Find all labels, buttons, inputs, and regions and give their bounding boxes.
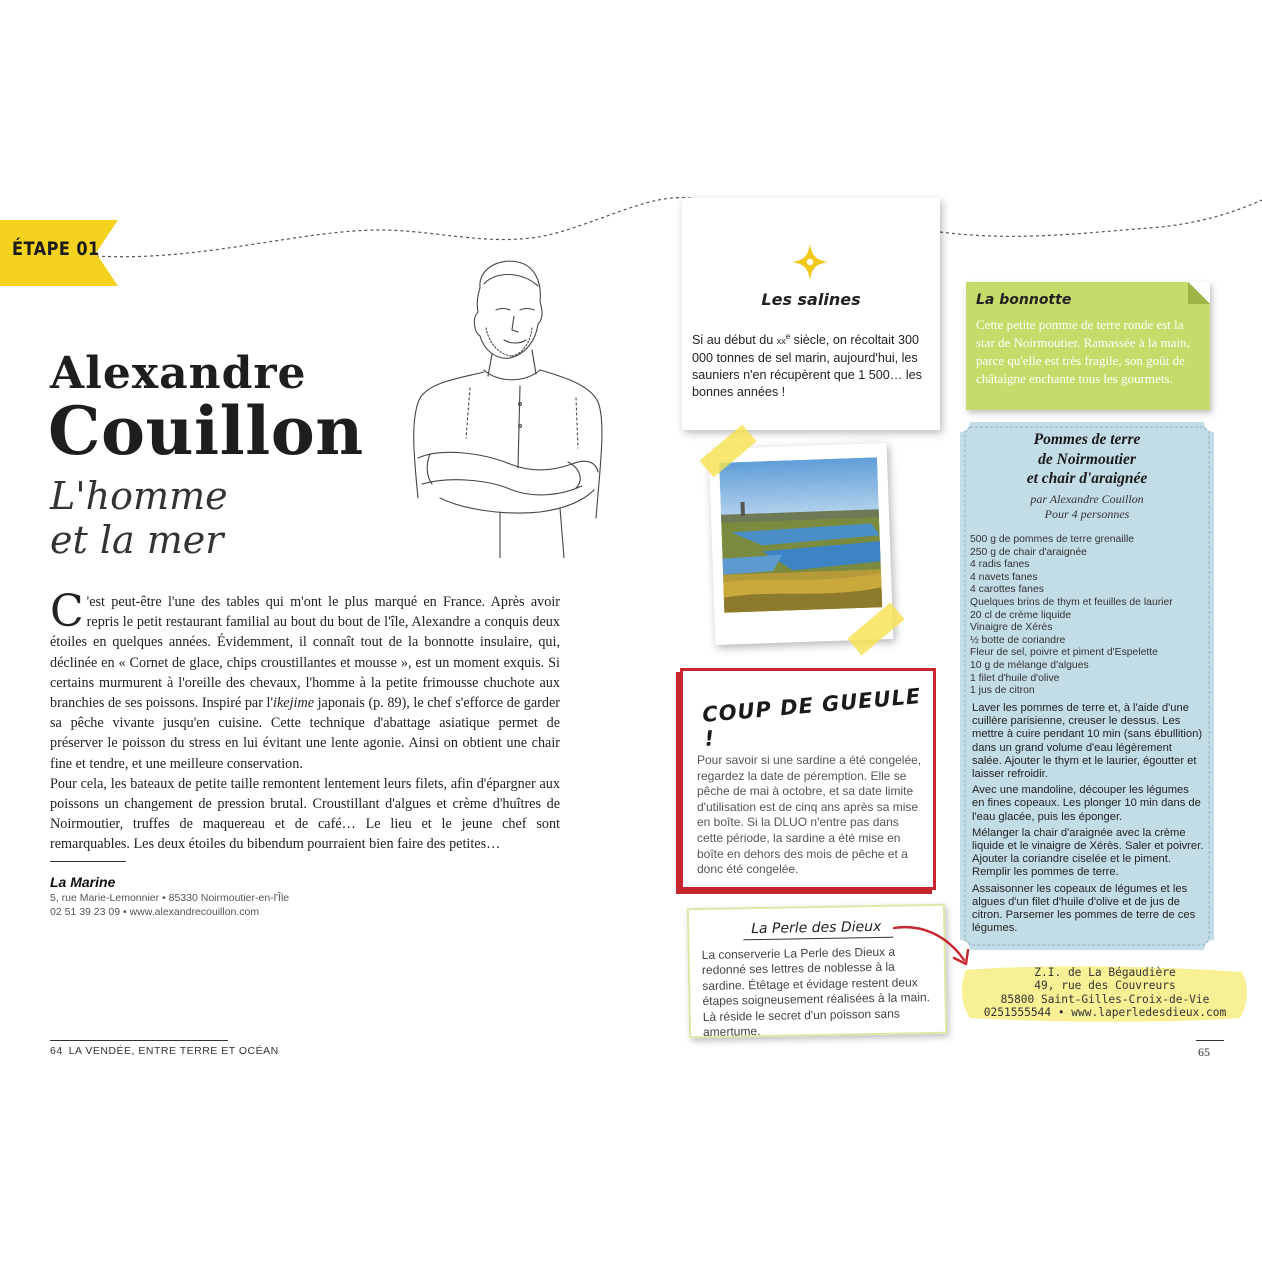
address-line: 49, rue des Couvreurs <box>1034 979 1176 993</box>
ingredient-item: 10 g de mélange d'algues <box>970 659 1089 671</box>
recipe-step: Avec une mandoline, découper les légumes en fines copeaux. Les plonger 10 min dans de l'eau glacée, puis les éponger. <box>972 784 1201 823</box>
perle-divider <box>743 937 893 941</box>
recipe-title-line: et chair d'araignée <box>1026 470 1148 487</box>
chef-first-name: Alexandre <box>50 348 307 399</box>
recipe-servings: Pour 4 personnes <box>1044 507 1130 521</box>
ingredient-item: Fleur de sel, poivre et piment d'Espelette <box>970 647 1158 659</box>
ingredient-item: 4 navets fanes <box>970 571 1038 583</box>
ingredient-item: Quelques brins de thym et feuilles de laurier <box>970 596 1173 608</box>
footer-rule-right <box>1196 1040 1224 1041</box>
century-superscript: e <box>785 332 791 341</box>
recipe-byline <box>960 492 1214 522</box>
coup-de-gueule-box <box>680 668 936 890</box>
venue-contact: 02 51 39 23 09 • www.alexandrecouillon.com <box>50 906 260 918</box>
address-line: Z.I. de La Bégaudière <box>1034 966 1176 979</box>
salt-marsh-photo <box>719 457 882 612</box>
salines-text-b: siècle, on récoltait 300 000 tonnes de sel marin, aujourd'hui, les sauniers n'en récupèrent que 1 500… les bonnes années ! <box>692 333 922 400</box>
subtitle-line-2: et la mer <box>50 518 224 562</box>
article-text-segment: 'est peut-être l'une des tables qui m'ont le plus marqué en France. Après avoir repris le petit restaurant familial au bout du bout de l'île, Alexandre a conquis deux étoiles en quelques années. Évidemment, il connaît tout de la bonnotte insulaire, qui, déclinée en « Cornet de glace, chips croustillantes et mousse », est un moment exquis. Si certains murmurent à l'oreille des chevaux, l'homme à la petite frimousse chuchote aux branchies de ses poissons. Inspiré par l' <box>50 594 560 712</box>
footer-rule-left <box>50 1040 228 1041</box>
venue-name: La Marine <box>50 874 116 890</box>
ingredient-item: ½ botte de coriandre <box>970 634 1066 646</box>
coup-de-gueule-text: Pour savoir si une sardine a été congelée, regardez la date de péremption. Elle se pêche de mai à octobre, et sa date limite d'utilisation est de cinq ans après sa mise en boîte. Si la DLUO n'entre pas dans cette période, la sardine a été mise en boîte en dehors des mois de pêche et a donc été congelée. <box>697 753 922 877</box>
salines-title: Les salines <box>761 290 861 309</box>
article-text-segment: japonais (p. 89), le chef s'efforce de garder sa pêche vivante jusqu'en cuisine. Cette technique d'abattage asiatique permet de préserver le poisson du stress en lui évitant une lente agonie. Ainsi on obtient une chair fine et tendre, et une meilleure conservation. <box>50 695 561 772</box>
salt-marsh-photo-frame <box>709 443 894 645</box>
ingredient-item: 1 filet d'huile d'olive <box>970 672 1060 684</box>
coup-de-gueule-title: COUP DE GUEULE ! <box>701 683 923 751</box>
recipe-title <box>960 430 1214 489</box>
ingredient-item: 250 g de chair d'araignée <box>970 546 1087 558</box>
recipe-step: Mélanger la chair d'araignée avec la crème liquide et le vinaigre de Xérès. Saler et poivrer. Ajouter la coriandre ciselée et le piment. Remplir les pommes de terre. <box>972 826 1204 879</box>
ingredient-list <box>970 534 1206 698</box>
article-italic-term: ikejime <box>273 695 314 712</box>
chef-portrait-sketch <box>400 258 610 558</box>
ingredient-item: 4 radis fanes <box>970 559 1030 571</box>
article-body <box>50 586 561 855</box>
footer-left <box>50 1045 279 1057</box>
article-subtitle <box>50 474 228 562</box>
sparkle-star-icon <box>790 242 830 282</box>
bonnotte-title: La bonnotte <box>976 292 1072 308</box>
ingredient-item: 500 g de pommes de terre grenaille <box>970 534 1135 545</box>
folded-corner <box>1188 282 1210 304</box>
subtitle-line-1: L'homme <box>50 474 228 518</box>
page-number-left: 64 <box>50 1045 63 1057</box>
perle-title: La Perle des Dieux <box>750 918 882 938</box>
recipe-step: Laver les pommes de terre et, à l'aide d'une cuillère parisienne, creuser le dessus. Les mettre à cuire pendant 10 min (sans ébullition) dans un grand volume d'eau légèrement salée. Ajouter le thym et le laurier, égoutter et laisser refroidir. <box>972 702 1203 781</box>
article-paragraph-1 <box>50 586 561 774</box>
recipe-title-line: de Noirmoutier <box>1038 450 1136 468</box>
running-title: LA VENDÉE, ENTRE TERRE ET OCÉAN <box>68 1045 279 1057</box>
perle-text: La conserverie La Perle des Dieux a redonné ses lettres de noblesse à la sardine. Étêtage et évidage restent deux étapes soigneusement réalisées à la main. Là réside le secret d'un poisson sans amertume. <box>701 944 931 1040</box>
century-numeral: xx <box>776 336 786 347</box>
salines-card <box>682 198 940 430</box>
chef-last-name: Couillon <box>48 392 364 470</box>
divider <box>50 861 126 862</box>
ingredient-item: 1 jus de citron <box>970 685 1035 697</box>
bonnotte-text: Cette petite pomme de terre ronde est la star de Noirmoutier. Ramassée à la main, parce qu'elle est très fragile, son goût de châtaigne enchante tous les gourmets. <box>976 317 1190 386</box>
article-paragraph-2: Pour cela, les bateaux de petite taille remontent lentement leurs filets, afin d'épargner aux poissons un changement de pression brutal. Croustillant d'algues et crème d'huîtres de Noirmoutier, truffes de maquereau et de café… Le lieu et le jeune chef sont remarquables. Les deux étoiles du bibendum pourraient bien faire des petites… <box>50 775 560 853</box>
perle-address <box>960 966 1250 1020</box>
address-line: 85800 Saint-Gilles-Croix-de-Vie <box>1000 992 1210 1006</box>
page-number-right: 65 <box>1198 1045 1210 1059</box>
recipe-step: Assaisonner les copeaux de légumes et les algues d'un filet d'huile d'olive et de jus de citron. Parsemer les pommes de terre de ces légumes. <box>972 882 1196 935</box>
bonnotte-note <box>966 282 1210 410</box>
ingredient-item: Vinaigre de Xérès <box>970 622 1053 634</box>
salines-text <box>692 328 932 401</box>
recipe-author: par Alexandre Couillon <box>1030 492 1144 506</box>
recipe-title-line: Pommes de terre <box>1033 431 1141 448</box>
recipe-card <box>960 422 1214 950</box>
address-line: 0251555544 • www.laperledesdieux.com <box>983 1006 1227 1020</box>
ingredient-item: 4 carottes fanes <box>970 584 1044 596</box>
etape-label: ÉTAPE 01 <box>12 238 100 260</box>
dropcap: C <box>50 586 84 637</box>
dashed-wave-line <box>0 0 1262 300</box>
recipe-steps <box>972 702 1204 938</box>
salines-text-a: Si au début du <box>692 333 777 348</box>
venue-address: 5, rue Marie-Lemonnier • 85330 Noirmoutier-en-l'Île <box>50 892 290 904</box>
ingredient-item: 20 cl de crème liquide <box>970 609 1072 621</box>
